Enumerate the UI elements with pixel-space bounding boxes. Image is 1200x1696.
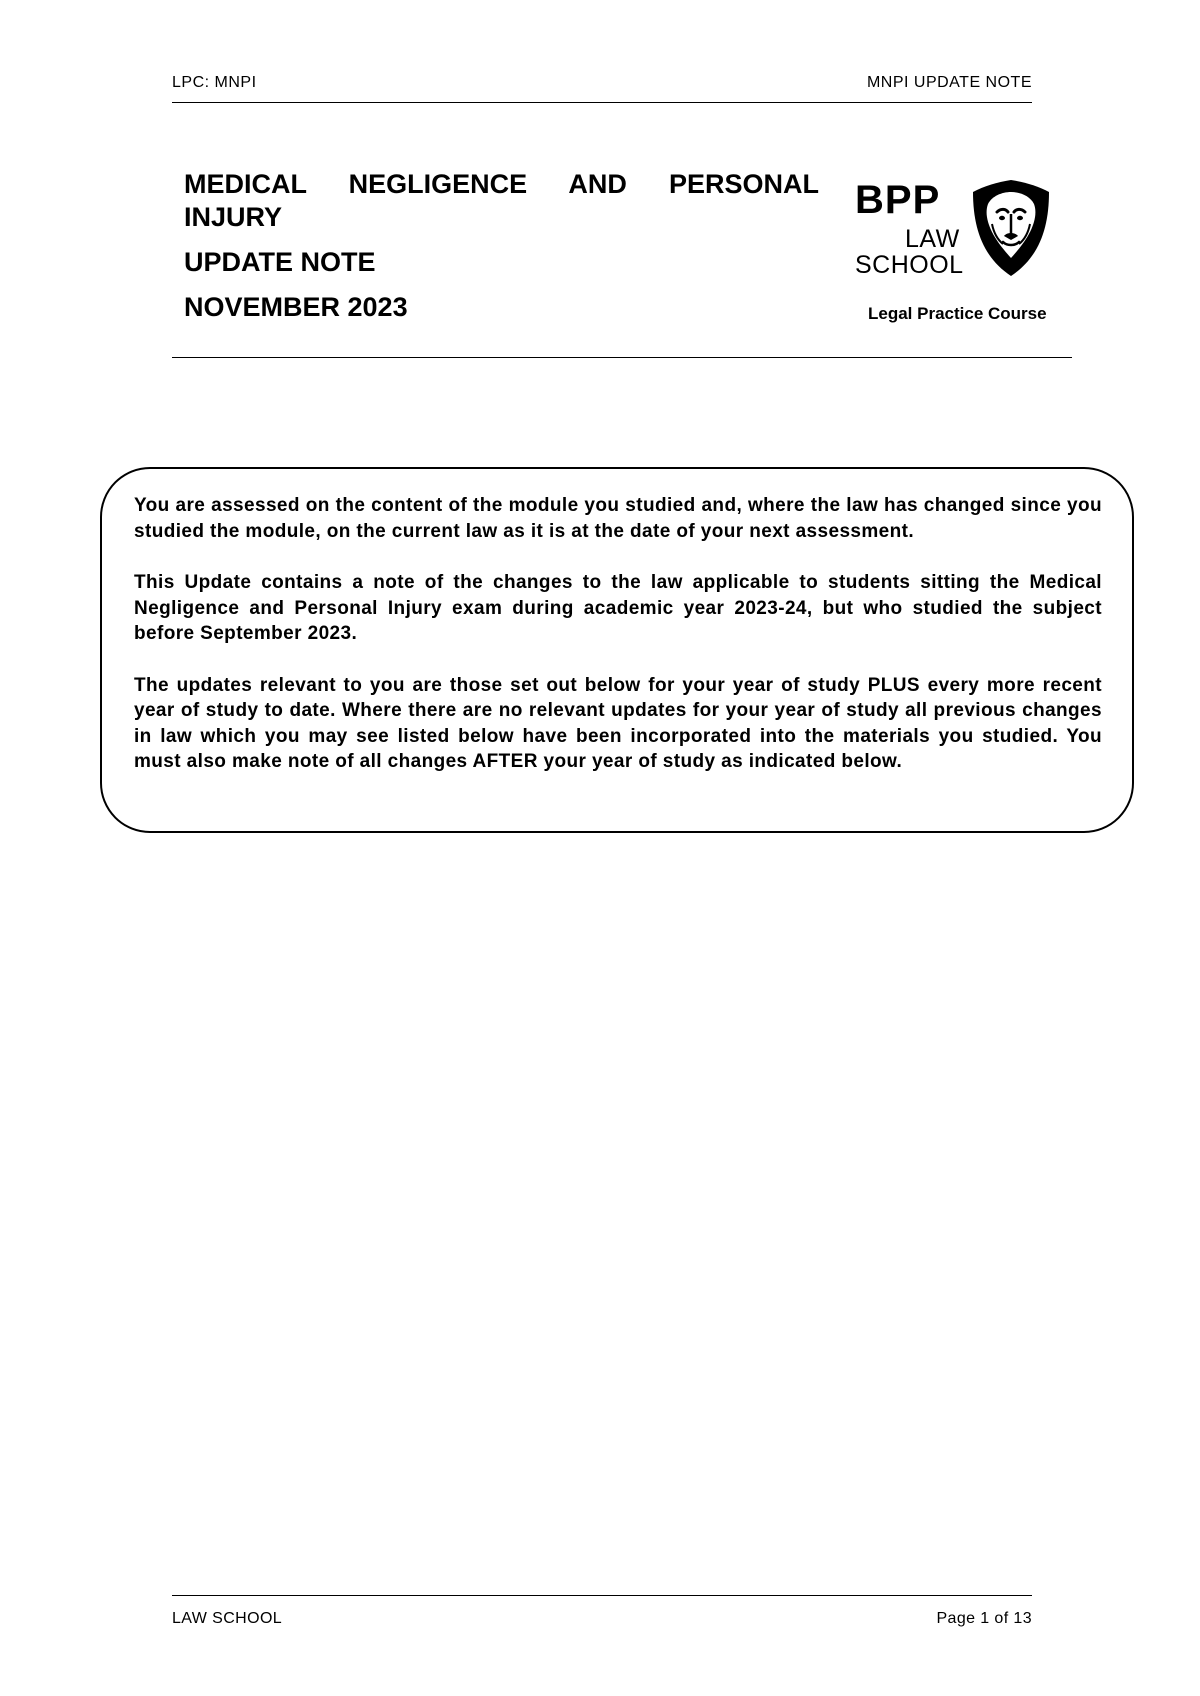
footer-school-name: LAW SCHOOL <box>172 1610 283 1627</box>
logo-caption: Legal Practice Course <box>868 304 1047 323</box>
notice-paragraph: The updates relevant to you are those set out below for your year of study PLUS every more recent year of study to date. Where there are no relevant updates for your year of study all previous changes in law which you may see listed below have been incorporated into the materials you studied. You must also make note of all changes AFTER your year of study as indicated below. <box>134 674 1102 772</box>
logo-wordmark-school: SCHOOL <box>855 251 964 279</box>
header-document-name: MNPI UPDATE NOTE <box>866 74 1032 91</box>
header-course-code: LPC: MNPI <box>172 74 257 91</box>
page-header <box>172 70 1032 103</box>
logo-wordmark-law: LAW <box>905 225 960 253</box>
assessment-notice-box <box>100 467 1134 833</box>
logo-wordmark-bpp: BPP <box>855 178 941 222</box>
title-divider <box>172 357 1072 358</box>
document-date: NOVEMBER 2023 <box>184 292 408 322</box>
notice-text-area <box>134 493 1102 813</box>
document-title: MEDICAL NEGLIGENCE AND PERSONAL INJURY <box>184 169 819 232</box>
bpp-law-school-logo <box>853 178 1053 284</box>
lion-shield-icon <box>970 178 1052 278</box>
title-block <box>184 168 819 324</box>
page-number: Page 1 of 13 <box>936 1610 1032 1627</box>
notice-paragraph: You are assessed on the content of the module you studied and, where the law has changed since you studied the module, on the current law as it is at the date of your next assessment. <box>134 495 1102 542</box>
page-footer <box>172 1595 1032 1627</box>
notice-paragraph: This Update contains a note of the changes to the law applicable to students sitting the Medical Negligence and Personal Injury exam during academic year 2023-24, but who studied the subject before September 2023. <box>134 572 1102 644</box>
document-subtitle: UPDATE NOTE <box>184 247 376 277</box>
